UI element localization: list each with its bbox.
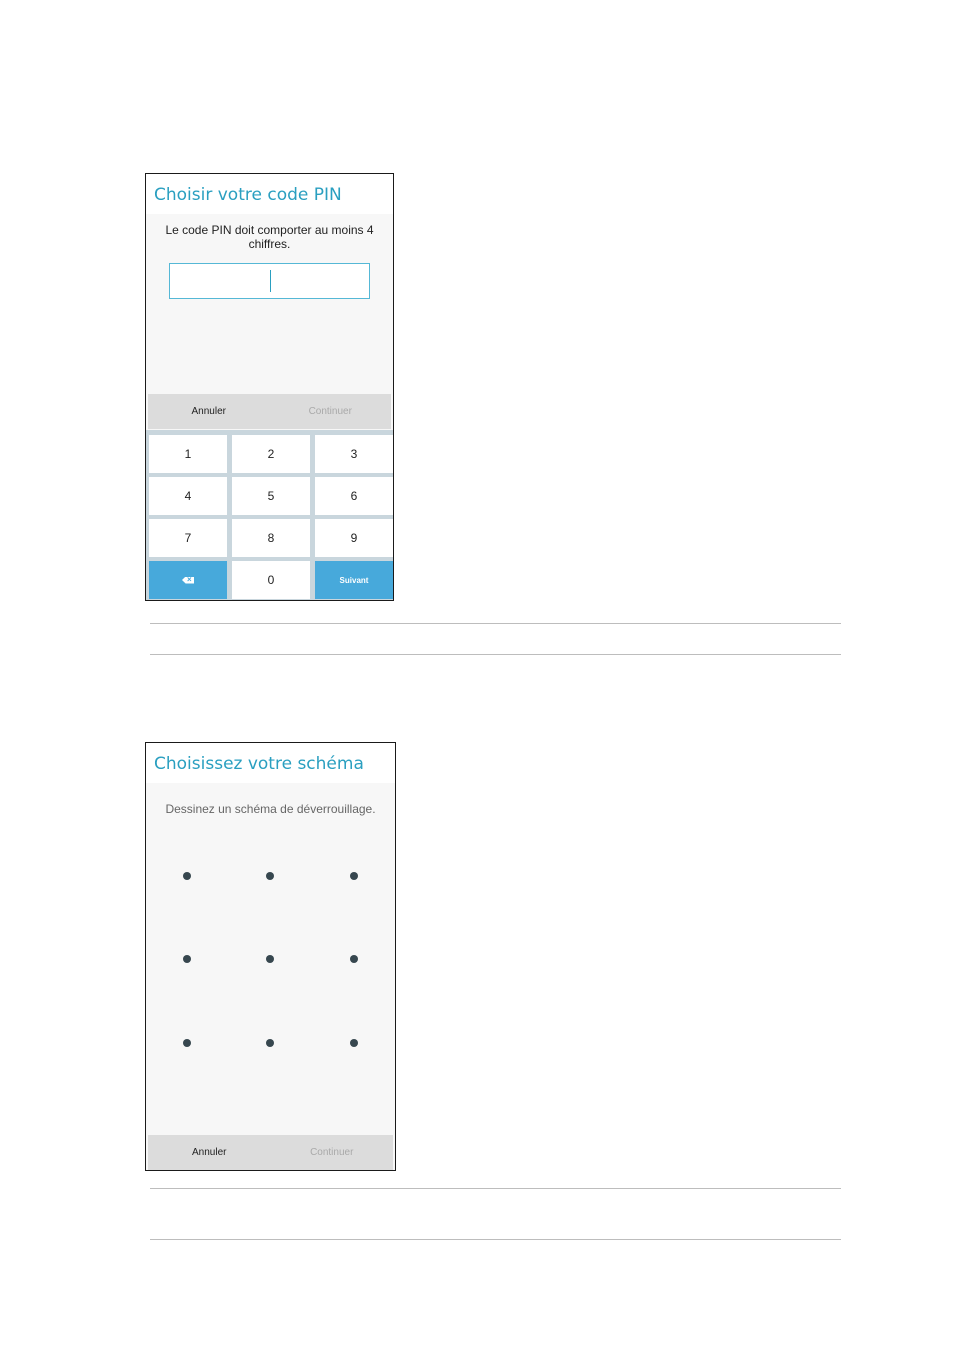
key-3[interactable]: 3 [315,435,393,473]
key-1[interactable]: 1 [149,435,227,473]
pattern-dot[interactable] [183,1039,191,1047]
next-button[interactable]: Suivant [315,561,393,599]
pin-action-bar [148,394,391,429]
cancel-button[interactable]: Annuler [192,1147,227,1158]
backspace-icon [182,577,194,584]
key-5[interactable]: 5 [232,477,310,515]
pattern-action-bar [148,1135,393,1170]
key-0[interactable]: 0 [232,561,310,599]
delete-button[interactable] [149,561,227,599]
pattern-dot[interactable] [350,955,358,963]
key-2[interactable]: 2 [232,435,310,473]
key-7[interactable]: 7 [149,519,227,557]
pattern-dot[interactable] [266,1039,274,1047]
pattern-title: Choisissez votre schéma [146,743,395,783]
pattern-dot[interactable] [350,1039,358,1047]
divider [150,1188,841,1189]
pattern-dot[interactable] [266,872,274,880]
key-6[interactable]: 6 [315,477,393,515]
key-8[interactable]: 8 [232,519,310,557]
pattern-dot[interactable] [266,955,274,963]
pattern-dot[interactable] [183,872,191,880]
divider [150,654,841,655]
key-4[interactable]: 4 [149,477,227,515]
pin-setup-screen [145,173,394,601]
divider [150,1239,841,1240]
pattern-setup-screen [145,742,396,1171]
text-caret [270,270,271,292]
continue-button[interactable]: Continuer [310,1147,354,1158]
pin-title: Choisir votre code PIN [146,174,393,214]
pattern-dot[interactable] [350,872,358,880]
cancel-button[interactable]: Annuler [191,406,226,417]
pin-instruction: Le code PIN doit comporter au moins 4 chiffres. [165,223,374,251]
pattern-instruction: Dessinez un schéma de déverrouillage. [165,802,376,816]
pattern-dot[interactable] [183,955,191,963]
pin-input[interactable] [169,263,370,299]
numeric-keypad [146,430,393,600]
key-9[interactable]: 9 [315,519,393,557]
divider [150,623,841,624]
continue-button[interactable]: Continuer [308,406,352,417]
